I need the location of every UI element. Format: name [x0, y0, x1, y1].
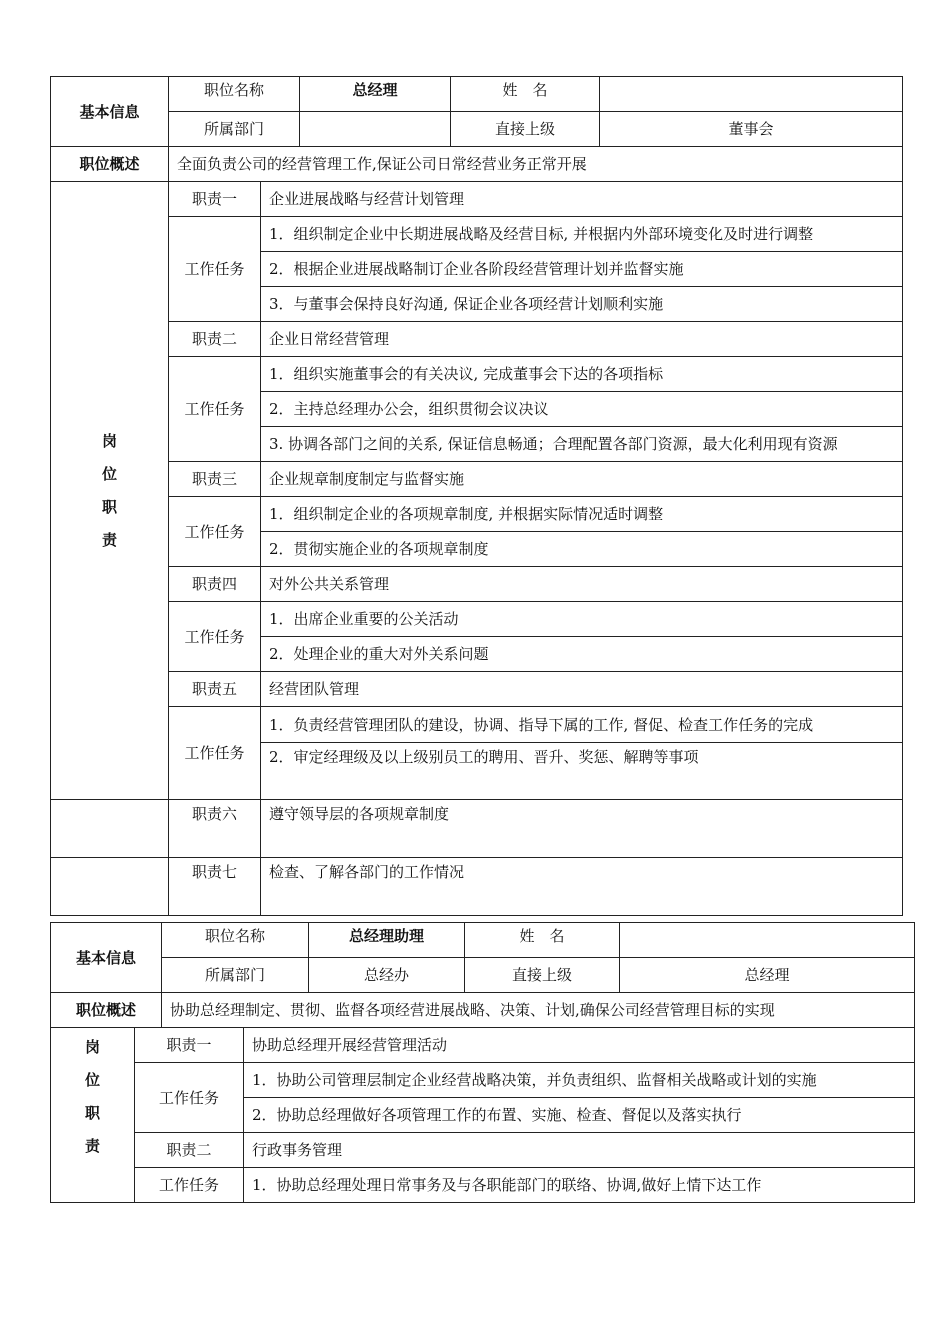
overview-label: 职位概述	[51, 147, 169, 182]
task-item: 2．协助总经理做好各项管理工作的布置、实施、检查、督促以及落实执行	[244, 1098, 915, 1133]
job-description-table-assistant-manager	[50, 922, 915, 1203]
duty-section-label: 岗 位 职 责	[51, 182, 169, 800]
task-label: 工作任务	[169, 707, 261, 800]
task-item: 2．根据企业进展战略制订企业各阶段经营管理计划并监督实施	[261, 252, 903, 287]
overview-label: 职位概述	[51, 993, 162, 1028]
task-item: 2．审定经理级及以上级别员工的聘用、晋升、奖惩、解聘等事项	[261, 743, 903, 800]
duty-title: 协助总经理开展经营管理活动	[244, 1028, 915, 1063]
task-label: 工作任务	[169, 497, 261, 567]
department-value: 总经办	[309, 958, 465, 993]
task-label: 工作任务	[169, 602, 261, 672]
position-name-value: 总经理助理	[309, 923, 465, 958]
task-item: 2．贯彻实施企业的各项规章制度	[261, 532, 903, 567]
position-name-label: 职位名称	[169, 77, 300, 112]
duty-title: 企业进展战略与经营计划管理	[261, 182, 903, 217]
task-item: 1．负责经营管理团队的建设，协调、指导下属的工作, 督促、检查工作任务的完成	[261, 707, 903, 743]
task-item: 1．组织制定企业中长期进展战略及经营目标, 并根据内外部环境变化及时进行调整	[261, 217, 903, 252]
name-label: 姓 名	[451, 77, 600, 112]
duty-title: 检查、了解各部门的工作情况	[261, 858, 903, 916]
duty-label: 职责一	[135, 1028, 244, 1063]
task-item: 1．协助总经理处理日常事务及与各职能部门的联络、协调,做好上情下达工作	[244, 1168, 915, 1203]
duty-label: 职责二	[135, 1133, 244, 1168]
duty-title: 行政事务管理	[244, 1133, 915, 1168]
duty-label: 职责二	[169, 322, 261, 357]
superior-label: 直接上级	[465, 958, 620, 993]
duty-title: 企业日常经营管理	[261, 322, 903, 357]
duty-title: 经营团队管理	[261, 672, 903, 707]
task-item: 3. 协调各部门之间的关系, 保证信息畅通；合理配置各部门资源，最大化利用现有资源	[261, 427, 903, 462]
name-value	[620, 923, 915, 958]
duty-label: 职责七	[169, 858, 261, 916]
duty-label: 职责六	[169, 800, 261, 858]
overview-text: 协助总经理制定、贯彻、监督各项经营进展战略、决策、计划,确保公司经营管理目标的实现	[162, 993, 915, 1028]
duty-section-blank	[51, 800, 169, 858]
task-item: 1．协助公司管理层制定企业经营战略决策，并负责组织、监督相关战略或计划的实施	[244, 1063, 915, 1098]
department-value	[300, 112, 451, 147]
overview-text: 全面负责公司的经营管理工作,保证公司日常经营业务正常开展	[169, 147, 903, 182]
duty-section-blank	[51, 858, 169, 916]
department-label: 所属部门	[162, 958, 309, 993]
task-label: 工作任务	[135, 1168, 244, 1203]
duty-label: 职责一	[169, 182, 261, 217]
duty-title: 企业规章制度制定与监督实施	[261, 462, 903, 497]
superior-value: 董事会	[600, 112, 903, 147]
position-name-label: 职位名称	[162, 923, 309, 958]
duty-title: 遵守领导层的各项规章制度	[261, 800, 903, 858]
task-label: 工作任务	[169, 217, 261, 322]
task-item: 3．与董事会保持良好沟通, 保证企业各项经营计划顺利实施	[261, 287, 903, 322]
task-label: 工作任务	[135, 1063, 244, 1133]
task-item: 2．主持总经理办公会，组织贯彻会议决议	[261, 392, 903, 427]
name-label: 姓 名	[465, 923, 620, 958]
duty-label: 职责四	[169, 567, 261, 602]
duty-title: 对外公共关系管理	[261, 567, 903, 602]
duty-label: 职责五	[169, 672, 261, 707]
basic-info-label: 基本信息	[51, 923, 162, 993]
superior-value: 总经理	[620, 958, 915, 993]
position-name-value: 总经理	[300, 77, 451, 112]
department-label: 所属部门	[169, 112, 300, 147]
superior-label: 直接上级	[451, 112, 600, 147]
name-value	[600, 77, 903, 112]
task-item: 2．处理企业的重大对外关系问题	[261, 637, 903, 672]
task-label: 工作任务	[169, 357, 261, 462]
job-description-table-general-manager	[50, 76, 903, 916]
task-item: 1．出席企业重要的公关活动	[261, 602, 903, 637]
duty-section-label: 岗 位 职 责	[51, 1028, 135, 1203]
task-item: 1．组织实施董事会的有关决议, 完成董事会下达的各项指标	[261, 357, 903, 392]
task-item: 1．组织制定企业的各项规章制度, 并根据实际情况适时调整	[261, 497, 903, 532]
basic-info-label: 基本信息	[51, 77, 169, 147]
duty-label: 职责三	[169, 462, 261, 497]
